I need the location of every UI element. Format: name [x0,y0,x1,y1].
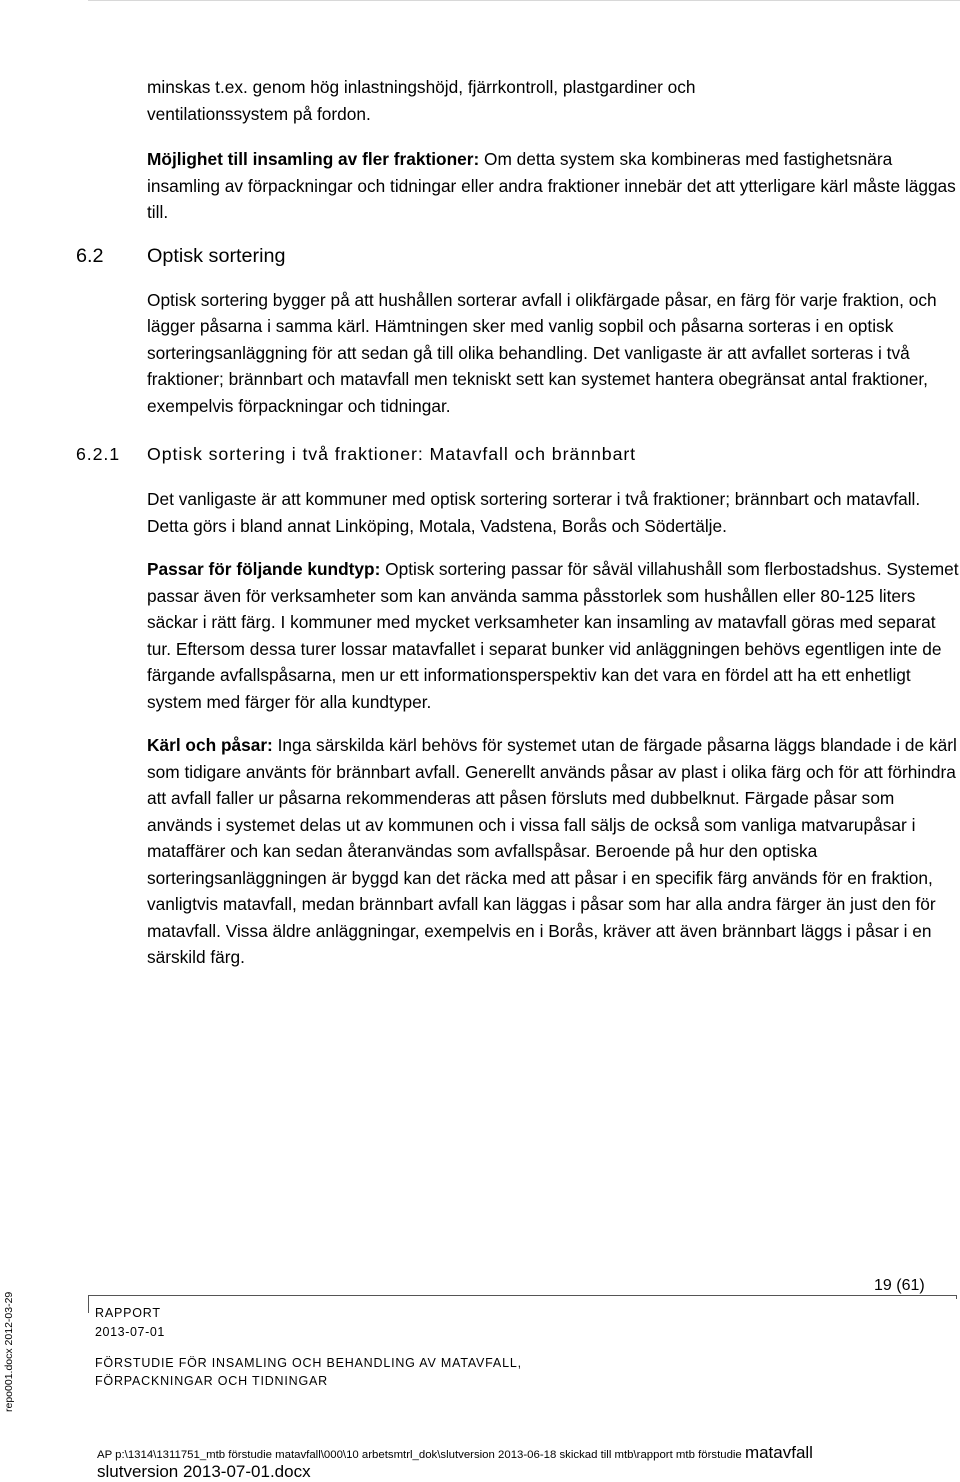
footer-date: 2013-07-01 [95,1325,165,1339]
section-number: 6.2 [76,244,104,267]
footer-file-path-text: AP p:\1314\1311751_mtb förstudie matavfall\000\10 arbetsmtrl_dok\slutversion 2013-06-18 skickad till mtb\rapport mtb förstudie [97,1449,745,1461]
subsection-title: Optisk sortering i två fraktioner: Matavfall och brännbart [147,444,637,464]
section-title: Optisk sortering [147,244,286,267]
subsection-paragraph: Det vanligaste är att kommuner med optisk sortering sorterar i två fraktioner; brännbart och matavfall. Detta görs i bland annat Linköping, Motala, Vadstena, Borås och Södertälje. [147,489,921,536]
fler-fraktioner-text: Om detta system ska kombineras med fastighetsnära insamling av förpackningar och tidningar eller andra fraktioner innebär det att ytterligare kärl måste läggas till. [147,149,956,222]
intro-line-2: ventilationssystem på fordon. [147,103,371,124]
section-paragraph: Optisk sortering bygger på att hushållen sorterar avfall i olikfärgade påsar, en färg för varje fraktion, och lägger påsarna i samma kärl. Hämtningen sker med vanlig sopbil och påsarna sorteras i en optisk sorteringsanläggning för att sedan gå till olika behandling. Det vanligaste är att avfallet sorteras i två fraktioner; brännbart och matavfall men tekniskt sett kan systemet hantera obegränsat antal fraktioner, exempelvis förpackningar och tidningar. [147,289,937,416]
kundtyp-label: Passar för följande kundtyp: [147,559,381,579]
fler-fraktioner-paragraph [147,146,959,226]
footer-file-path [97,1443,813,1463]
fler-fraktioner-label: Möjlighet till insamling av fler fraktioner: [147,149,480,169]
subsection-heading [76,440,959,468]
page-number: 19 (61) [874,1277,925,1294]
kundtyp-paragraph [147,556,959,715]
subsection-number: 6.2.1 [76,444,121,464]
kundtyp-text: Optisk sortering passar för såväl villahushåll som flerbostadshus. Systemet passar även för verksamheter som kan använda samma påsstorlek som hushållen eller 80-125 liters säckar i rätt färg. I kommuner med mycket verksamheter kan insamling av matavfall göras med separat tur. Eftersom dessa turer lossar matavfallet i separat bunker vid anläggningen behövs egentligen inte de färgande avfallspåsarna, men ur ett informationsperspektiv kan det vara en fördel att ha ett enhetligt system med färger för alla kundtyper. [147,559,959,712]
karl-pasar-label: Kärl och påsar: [147,735,273,755]
footer-rule-left [88,1295,89,1313]
top-rule [88,0,960,1]
footer-doc-type: RAPPORT [95,1306,161,1320]
footer-title-line-1: FÖRSTUDIE FÖR INSAMLING OCH BEHANDLING AV MATAVFALL, [95,1356,522,1370]
footer-file-path-line-2: slutversion 2013-07-01.docx [97,1462,311,1481]
footer-rule [88,1295,957,1299]
intro-line-1: minskas t.ex. genom hög inlastningshöjd, fjärrkontroll, plastgardiner och [147,77,696,97]
footer-title-line-2: FÖRPACKNINGAR OCH TIDNINGAR [95,1374,328,1388]
section-heading [76,242,959,270]
document-body [76,74,959,971]
intro-paragraph [147,74,959,127]
footer-file-path-end: matavfall [744,1443,813,1462]
template-stamp: repo001.docx 2012-03-29 [3,1291,15,1412]
karl-pasar-paragraph [147,732,959,971]
karl-pasar-text: Inga särskilda kärl behövs för systemet utan de färgade påsarna läggs blandade i de kärl som tidigare använts för brännbart avfall. Generellt används påsar av plast i olika färg och för att förhindra att avfall faller ur påsarna rekommenderas att påsen försluts med dubbelknut. Färgade påsar som används i systemet delas ut av kommunen och i vissa fall säljs de också som vanliga matvarupåsar i mataffärer och kan sedan återanvändas som avfallspåsar. Beroende på hur den optiska sorteringsanläggningen är byggd kan det räcka med att påsar i en specifik färg används för en fraktion, vanligtvis matavfall, medan brännbart avfall kan läggas i påsar som har alla andra färger än just den för matavfall. Vissa äldre anläggningar, exempelvis en i Borås, kräver att även brännbart läggs i påsar i en särskild färg. [147,735,957,967]
